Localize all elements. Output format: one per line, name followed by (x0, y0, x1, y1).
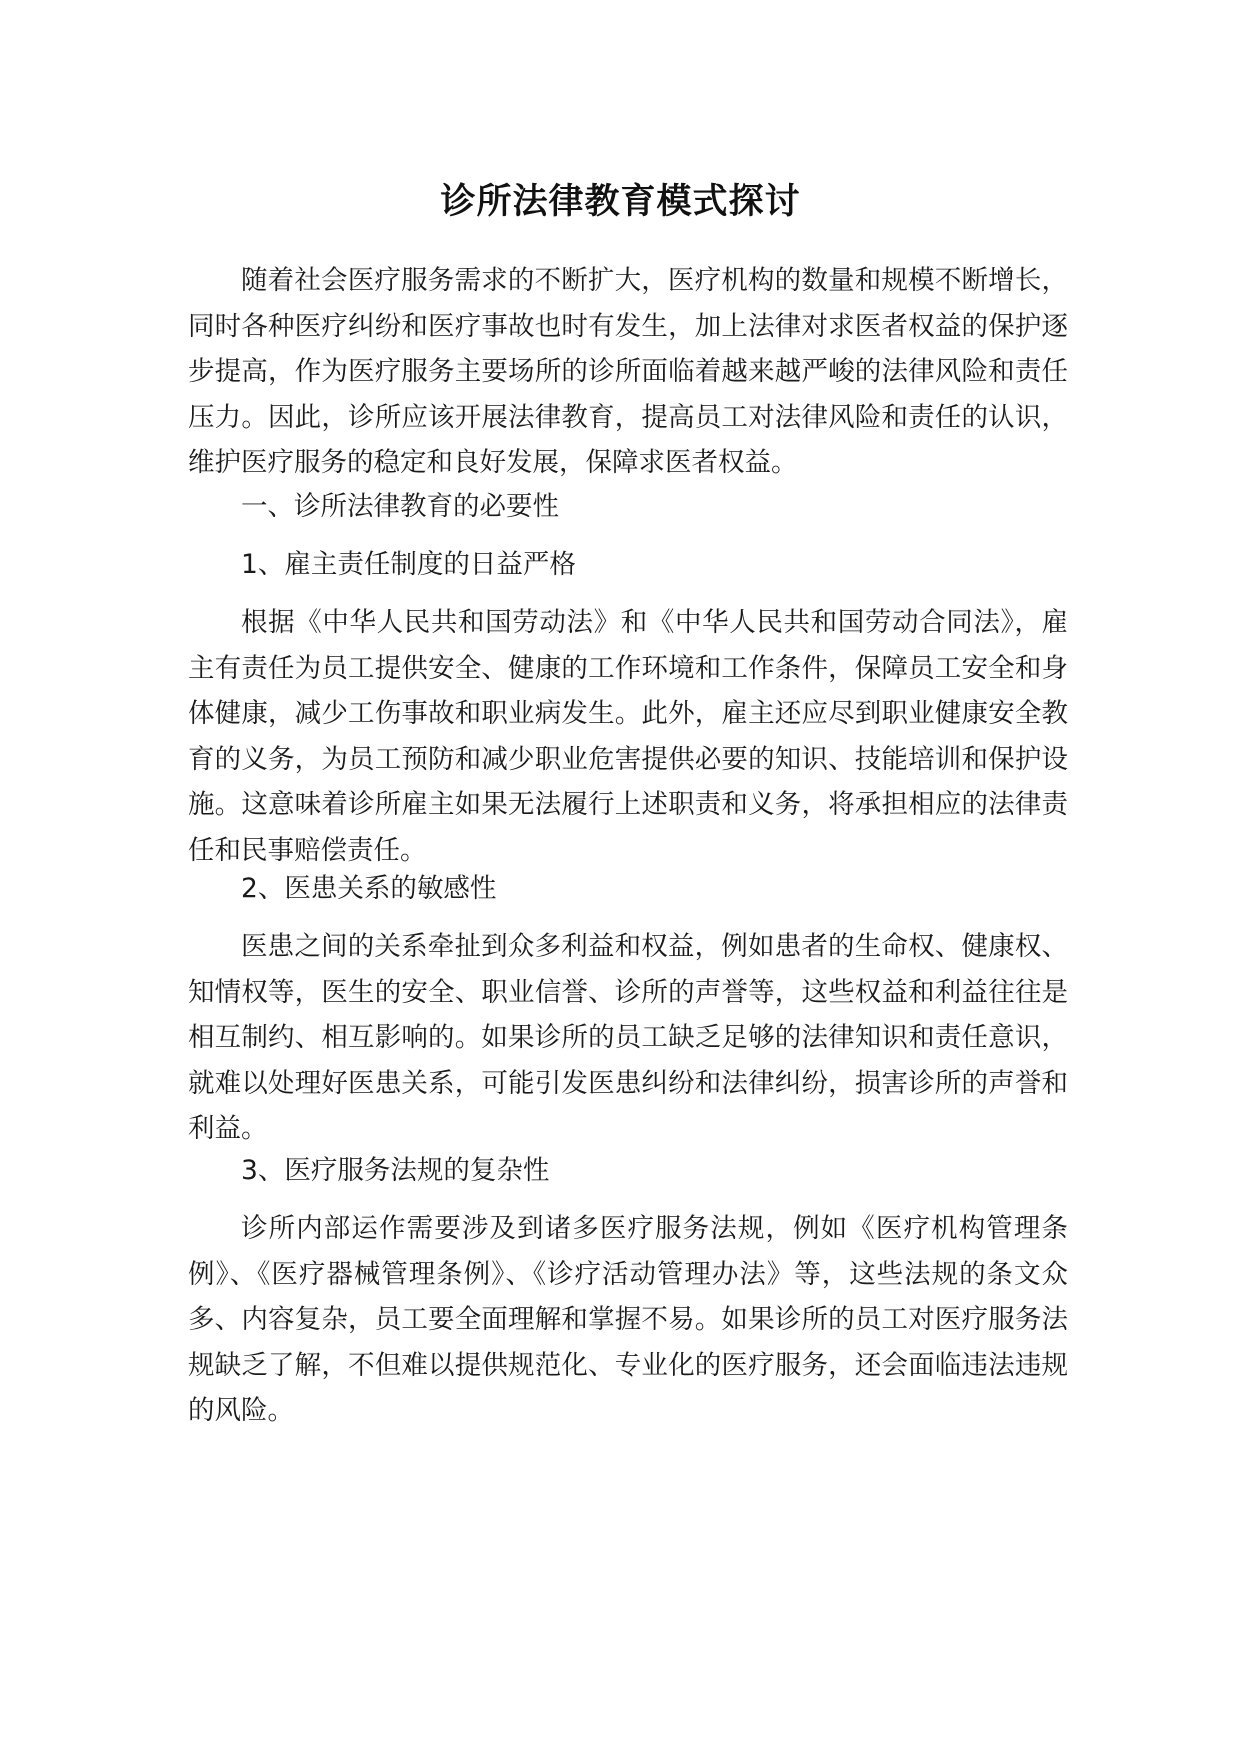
intro-paragraph: 随着社会医疗服务需求的不断扩大，医疗机构的数量和规模不断增长，同时各种医疗纠纷和医疗事故也时有发生，加上法律对求医者权益的保护逐步提高，作为医疗服务主要场所的诊所面临着越来越严峻的法律风险和责任压力。因此，诊所应该开展法律教育，提高员工对法律风险和责任的认识，维护医疗服务的稳定和良好发展，保障求医者权益。 (188, 265, 1068, 478)
subsection-3-body: 诊所内部运作需要涉及到诸多医疗服务法规，例如《医疗机构管理条例》、《医疗器械管理条例》、《诊疗活动管理办法》等，这些法规的条文众多、内容复杂，员工要全面理解和掌握不易。如果诊所的员工对医疗服务法规缺乏了解，不但难以提供规范化、专业化的医疗服务，还会面临违法违规的风险。 (188, 1213, 1068, 1426)
subsection-2-body: 医患之间的关系牵扯到众多利益和权益，例如患者的生命权、健康权、知情权等，医生的安全、职业信誉、诊所的声誉等，这些权益和利益往往是相互制约、相互影响的。如果诊所的员工缺乏足够的法律知识和责任意识，就难以处理好医患关系，可能引发医患纠纷和法律纠纷，损害诊所的声誉和利益。 (188, 931, 1068, 1144)
subsection-1-body: 根据《中华人民共和国劳动法》和《中华人民共和国劳动合同法》，雇主有责任为员工提供安全、健康的工作环境和工作条件，保障员工安全和身体健康，减少工伤事故和职业病发生。此外，雇主还应尽到职业健康安全教育的义务，为员工预防和减少职业危害提供必要的知识、技能培训和保护设施。这意味着诊所雇主如果无法履行上述职责和义务，将承担相应的法律责任和民事赔偿责任。 (188, 607, 1068, 866)
document-title: 诊所法律教育模式探讨 (440, 182, 801, 222)
subsection-3-heading: 3、医疗服务法规的复杂性 (241, 1155, 550, 1186)
subsection-1-heading: 1、雇主责任制度的日益严格 (241, 549, 576, 580)
subsection-2-heading: 2、医患关系的敏感性 (241, 873, 497, 904)
section-1-heading: 一、诊所法律教育的必要性 (241, 491, 559, 522)
